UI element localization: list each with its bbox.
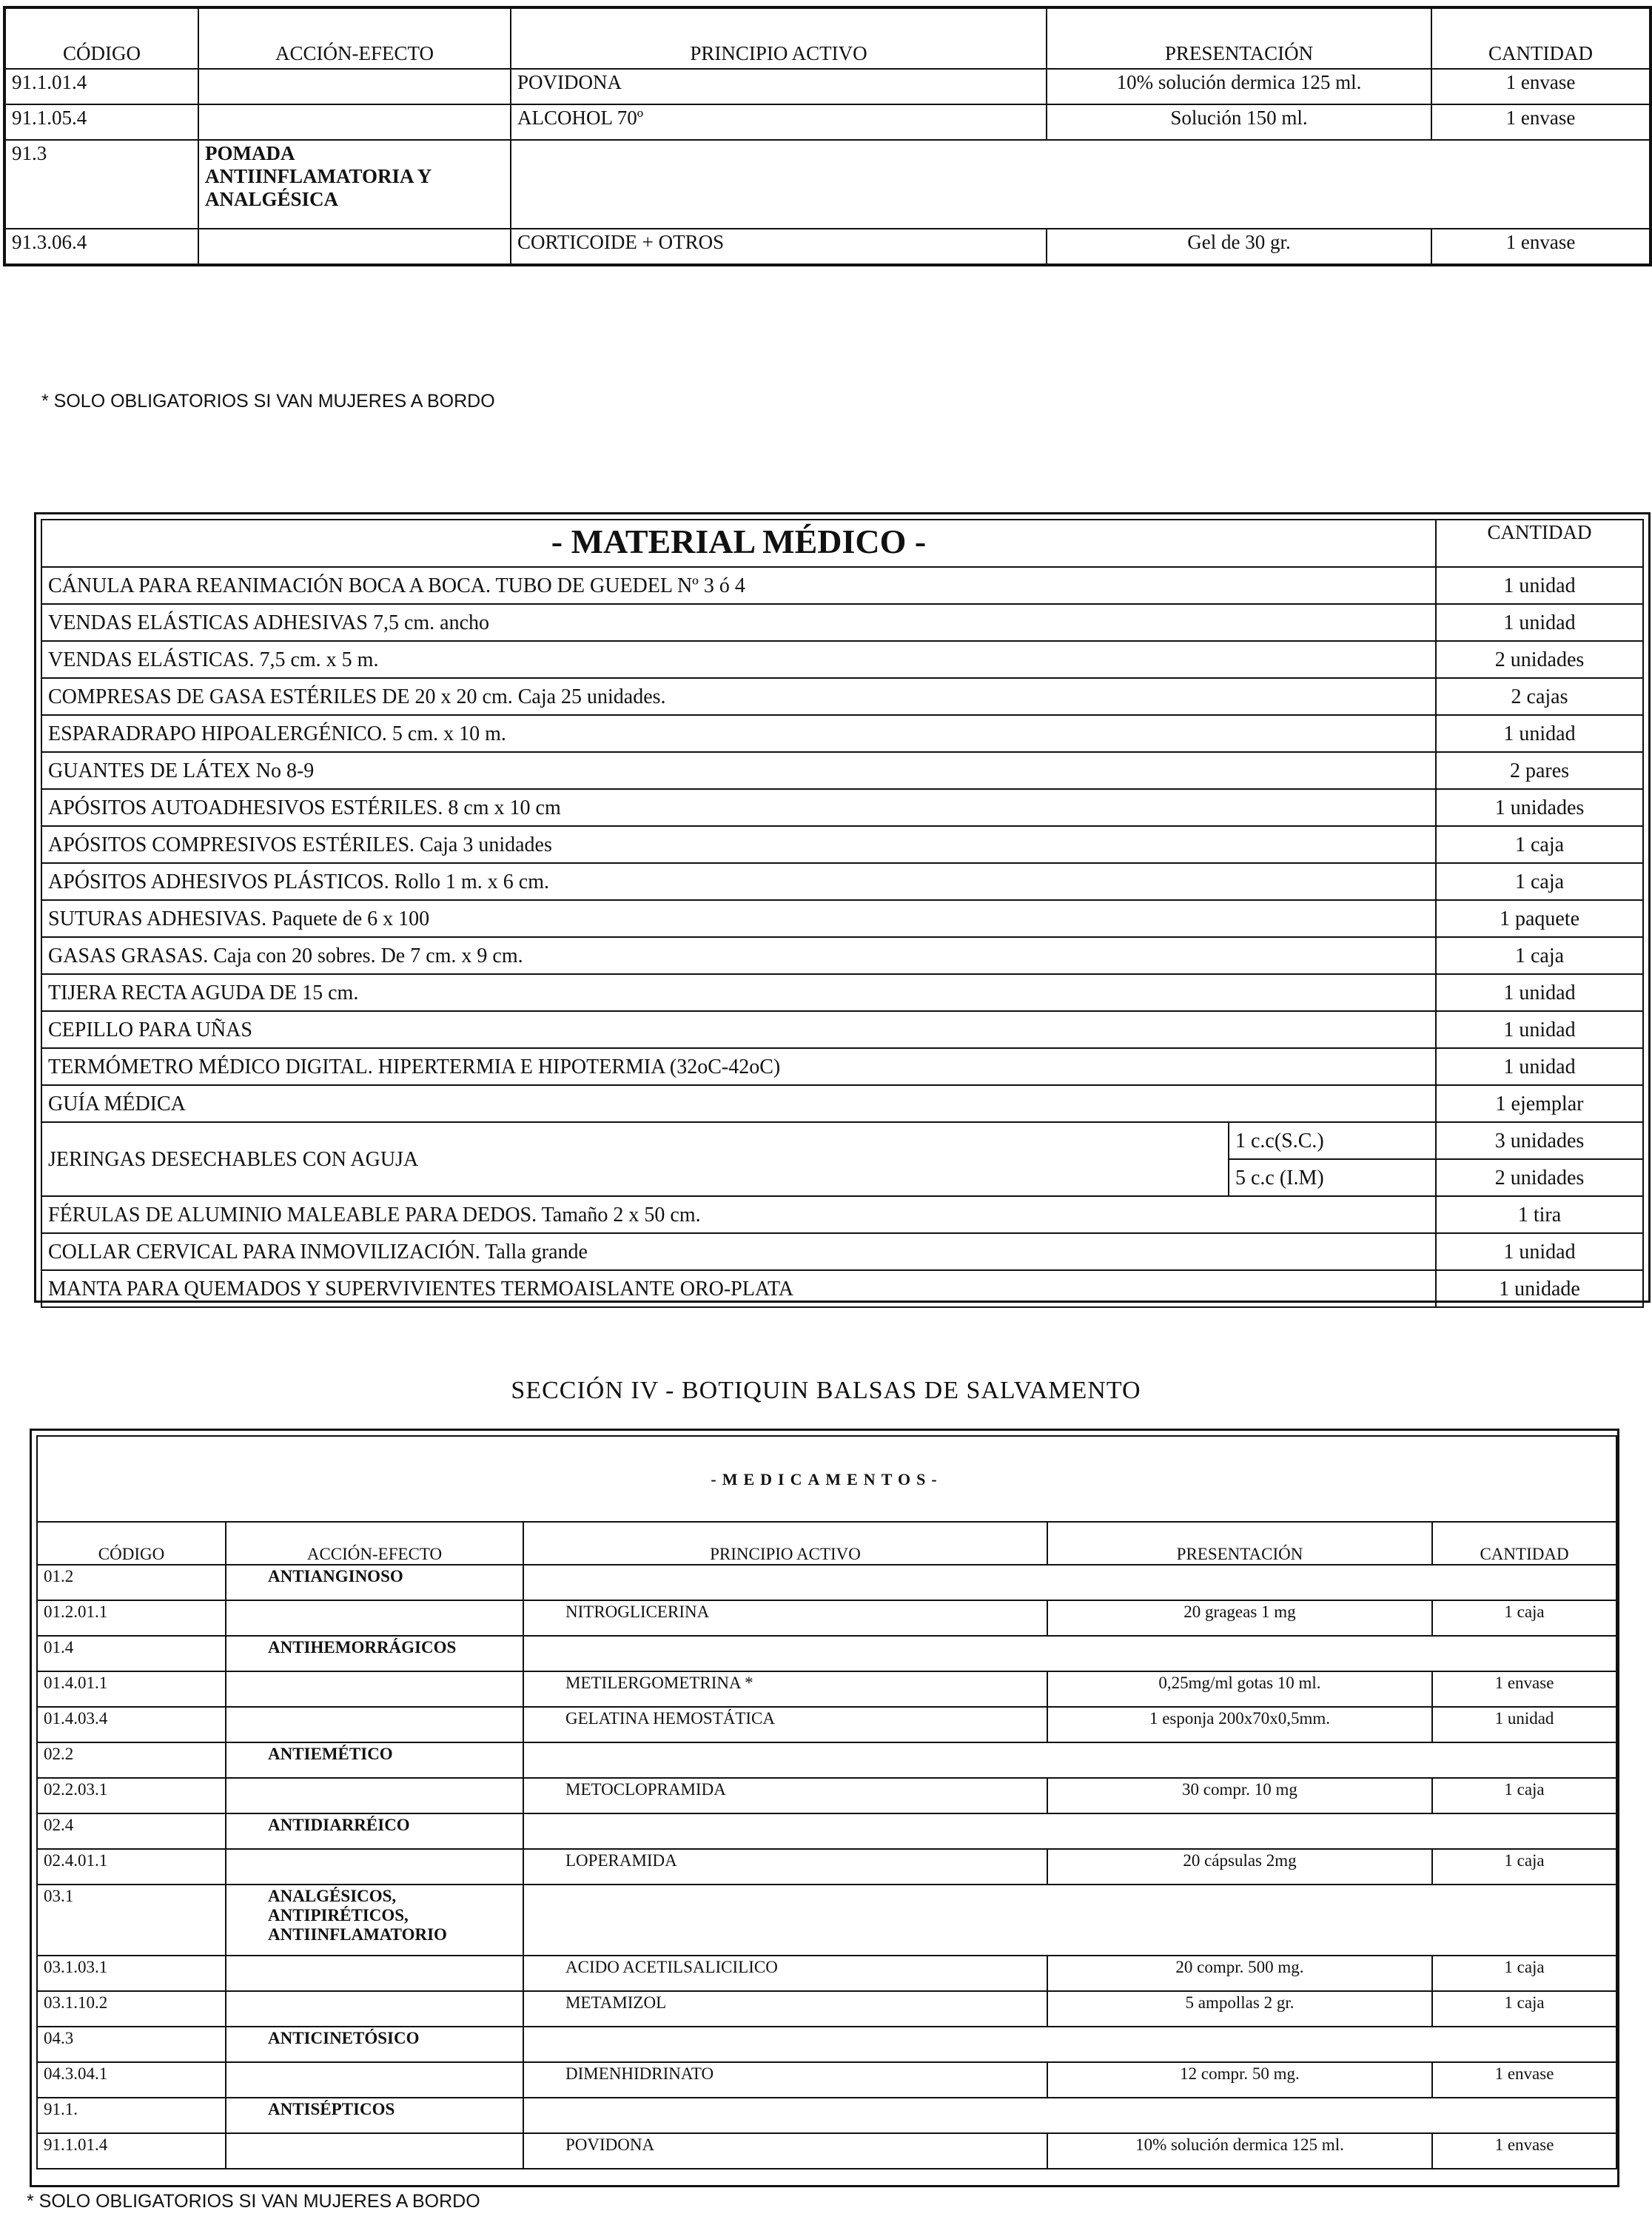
code-cell: 04.3 <box>37 2027 226 2062</box>
footnote-women-onboard: * SOLO OBLIGATORIOS SI VAN MUJERES A BORDO <box>41 391 495 412</box>
material-item-qty: 1 caja <box>1436 937 1643 974</box>
syringe-qty: 3 unidades <box>1436 1122 1643 1159</box>
action-cell <box>226 2133 523 2169</box>
material-row <box>41 752 1643 789</box>
material-item-qty: 1 paquete <box>1436 900 1643 937</box>
table-row <box>37 1885 1616 1956</box>
syringe-name: JERINGAS DESECHABLES CON AGUJA <box>41 1122 1229 1196</box>
table-row <box>4 140 1651 229</box>
active-cell: ACIDO ACETILSALICILICO <box>523 1956 1047 1991</box>
material-row <box>41 863 1643 900</box>
qty-cell: 1 caja <box>1432 1778 1616 1813</box>
code-cell: 02.2 <box>37 1742 226 1778</box>
material-item-qty: 1 unidad <box>1436 1011 1643 1048</box>
material-item-qty: 2 cajas <box>1436 678 1643 715</box>
material-item-qty: 1 unidad <box>1436 567 1643 604</box>
table-row <box>37 1991 1616 2027</box>
presentation-cell: 5 ampollas 2 gr. <box>1047 1991 1432 2027</box>
active-cell: ALCOHOL 70º <box>511 104 1047 140</box>
header-codigo: CÓDIGO <box>37 1522 226 1565</box>
material-item-name: COMPRESAS DE GASA ESTÉRILES DE 20 x 20 cm. Caja 25 unidades. <box>41 678 1436 715</box>
table-row <box>37 1636 1616 1671</box>
table-row <box>37 2027 1616 2062</box>
action-cell: ANTICINETÓSICO <box>226 2027 523 2062</box>
code-cell: 03.1.03.1 <box>37 1956 226 1991</box>
header-cantidad: CANTIDAD <box>1431 7 1651 69</box>
medication-table-top <box>3 6 1652 266</box>
table-header-row <box>4 7 1651 69</box>
code-cell: 91.1.05.4 <box>4 104 198 140</box>
material-row <box>41 1048 1643 1085</box>
material-item-name: MANTA PARA QUEMADOS Y SUPERVIVIENTES TERMOAISLANTE ORO-PLATA <box>41 1270 1436 1307</box>
presentation-cell: 20 compr. 500 mg. <box>1047 1956 1432 1991</box>
action-cell <box>226 1671 523 1707</box>
active-cell: POVIDONA <box>523 2133 1047 2169</box>
material-item-name: APÓSITOS AUTOADHESIVOS ESTÉRILES. 8 cm x 10 cm <box>41 789 1436 826</box>
material-row <box>41 604 1643 641</box>
syringe-size: 5 c.c (I.M) <box>1229 1159 1436 1196</box>
code-cell: 91.3.06.4 <box>4 229 198 265</box>
material-item-name: ESPARADRAPO HIPOALERGÉNICO. 5 cm. x 10 m. <box>41 715 1436 752</box>
action-cell: ANALGÉSICOS, ANTIPIRÉTICOS, ANTIINFLAMATORIO <box>226 1885 523 1956</box>
qty-cell: 1 caja <box>1432 1600 1616 1636</box>
empty-cell <box>523 1565 1616 1600</box>
syringe-qty: 2 unidades <box>1436 1159 1643 1196</box>
material-item-qty: 1 unidad <box>1436 1048 1643 1085</box>
material-item-qty: 2 unidades <box>1436 641 1643 678</box>
action-cell <box>226 1600 523 1636</box>
material-item-name: CÁNULA PARA REANIMACIÓN BOCA A BOCA. TUBO DE GUEDEL Nº 3 ó 4 <box>41 567 1436 604</box>
material-row <box>41 937 1643 974</box>
table-row <box>37 1956 1616 1991</box>
code-cell: 03.1.10.2 <box>37 1991 226 2027</box>
presentation-cell: Gel de 30 gr. <box>1047 229 1431 265</box>
code-cell: 01.4.01.1 <box>37 1671 226 1707</box>
action-cell <box>226 1956 523 1991</box>
code-cell: 04.3.04.1 <box>37 2062 226 2098</box>
qty-cell: 1 envase <box>1431 229 1651 265</box>
active-cell: CORTICOIDE + OTROS <box>511 229 1047 265</box>
header-accion-efecto: ACCIÓN-EFECTO <box>198 7 511 69</box>
action-cell <box>226 1778 523 1813</box>
table-row <box>37 1671 1616 1707</box>
material-item-qty: 1 unidade <box>1436 1270 1643 1307</box>
action-cell <box>226 2062 523 2098</box>
material-item-name: COLLAR CERVICAL PARA INMOVILIZACIÓN. Talla grande <box>41 1233 1436 1270</box>
presentation-cell: 20 grageas 1 mg <box>1047 1600 1432 1636</box>
material-item-name: VENDAS ELÁSTICAS ADHESIVAS 7,5 cm. ancho <box>41 604 1436 641</box>
action-cell: POMADA ANTIINFLAMATORIA Y ANALGÉSICA <box>198 140 511 229</box>
qty-cell: 1 envase <box>1431 104 1651 140</box>
action-cell <box>226 1991 523 2027</box>
table-row <box>37 2133 1616 2169</box>
active-cell: NITROGLICERINA <box>523 1600 1047 1636</box>
empty-cell <box>523 1636 1616 1671</box>
material-item-name: CEPILLO PARA UÑAS <box>41 1011 1436 1048</box>
medicamentos-frame <box>30 1429 1619 2187</box>
table-row <box>37 1742 1616 1778</box>
material-item-name: GASAS GRASAS. Caja con 20 sobres. De 7 cm. x 9 cm. <box>41 937 1436 974</box>
table-row <box>37 1707 1616 1742</box>
action-cell: ANTIHEMORRÁGICOS <box>226 1636 523 1671</box>
material-row <box>41 826 1643 863</box>
qty-cell: 1 caja <box>1432 1849 1616 1885</box>
syringe-size: 1 c.c(S.C.) <box>1229 1122 1436 1159</box>
active-cell: LOPERAMIDA <box>523 1849 1047 1885</box>
medicamentos-title-row <box>37 1436 1616 1522</box>
code-cell: 91.1.01.4 <box>4 69 198 104</box>
qty-cell: 1 envase <box>1432 1671 1616 1707</box>
material-item-name: FÉRULAS DE ALUMINIO MALEABLE PARA DEDOS. Tamaño 2 x 50 cm. <box>41 1196 1436 1233</box>
medicamentos-table <box>36 1435 1617 2169</box>
presentation-cell: 1 esponja 200x70x0,5mm. <box>1047 1707 1432 1742</box>
active-cell: METILERGOMETRINA * <box>523 1671 1047 1707</box>
presentation-cell: 20 cápsulas 2mg <box>1047 1849 1432 1885</box>
material-item-qty: 1 unidades <box>1436 789 1643 826</box>
qty-cell: 1 envase <box>1432 2062 1616 2098</box>
code-cell: 02.2.03.1 <box>37 1778 226 1813</box>
code-cell: 01.4.03.4 <box>37 1707 226 1742</box>
presentation-cell: 30 compr. 10 mg <box>1047 1778 1432 1813</box>
action-cell <box>226 1849 523 1885</box>
table-row <box>4 69 1651 104</box>
material-item-name: GUÍA MÉDICA <box>41 1085 1436 1122</box>
material-item-qty: 1 unidad <box>1436 1233 1643 1270</box>
table-row <box>37 1849 1616 1885</box>
material-item-name: VENDAS ELÁSTICAS. 7,5 cm. x 5 m. <box>41 641 1436 678</box>
table-row <box>4 104 1651 140</box>
table-row <box>37 1813 1616 1849</box>
empty-cell <box>523 1742 1616 1778</box>
presentation-cell: 0,25mg/ml gotas 10 ml. <box>1047 1671 1432 1707</box>
active-cell <box>511 140 1651 229</box>
table-row <box>4 229 1651 265</box>
code-cell: 01.2 <box>37 1565 226 1600</box>
section-iv-title: SECCIÓN IV - BOTIQUIN BALSAS DE SALVAMENTO <box>511 1377 1141 1404</box>
material-item-qty: 1 caja <box>1436 863 1643 900</box>
header-principio-activo: PRINCIPIO ACTIVO <box>511 7 1047 69</box>
material-item-name: SUTURAS ADHESIVAS. Paquete de 6 x 100 <box>41 900 1436 937</box>
material-row <box>41 974 1643 1011</box>
action-cell: ANTISÉPTICOS <box>226 2098 523 2133</box>
table-header-row <box>37 1522 1616 1565</box>
material-row <box>41 567 1643 604</box>
material-item-qty: 1 unidad <box>1436 974 1643 1011</box>
header-cantidad: CANTIDAD <box>1432 1522 1616 1565</box>
material-item-name: TIJERA RECTA AGUDA DE 15 cm. <box>41 974 1436 1011</box>
material-item-qty: 1 caja <box>1436 826 1643 863</box>
header-principio-activo: PRINCIPIO ACTIVO <box>523 1522 1047 1565</box>
empty-cell <box>523 1813 1616 1849</box>
active-cell: GELATINA HEMOSTÁTICA <box>523 1707 1047 1742</box>
material-row <box>41 789 1643 826</box>
header-presentacion: PRESENTACIÓN <box>1047 1522 1432 1565</box>
material-item-name: APÓSITOS ADHESIVOS PLÁSTICOS. Rollo 1 m. x 6 cm. <box>41 863 1436 900</box>
table-row <box>37 2062 1616 2098</box>
material-row <box>41 1196 1643 1233</box>
header-codigo: CÓDIGO <box>4 7 198 69</box>
active-cell: METAMIZOL <box>523 1991 1047 2027</box>
table-row <box>37 2098 1616 2133</box>
action-cell <box>226 1707 523 1742</box>
material-row <box>41 678 1643 715</box>
action-cell: ANTIDIARRÉICO <box>226 1813 523 1849</box>
code-cell: 01.2.01.1 <box>37 1600 226 1636</box>
material-item-name: APÓSITOS COMPRESIVOS ESTÉRILES. Caja 3 unidades <box>41 826 1436 863</box>
material-title: - MATERIAL MÉDICO - <box>41 520 1436 567</box>
material-row <box>41 1122 1643 1159</box>
qty-cell: 1 caja <box>1432 1991 1616 2027</box>
material-row <box>41 900 1643 937</box>
presentation-cell: 12 compr. 50 mg. <box>1047 2062 1432 2098</box>
header-cantidad: CANTIDAD <box>1436 520 1643 567</box>
code-cell: 91.1.01.4 <box>37 2133 226 2169</box>
material-row <box>41 1011 1643 1048</box>
medicamentos-title: -MEDICAMENTOS- <box>37 1436 1616 1522</box>
code-cell: 01.4 <box>37 1636 226 1671</box>
material-row <box>41 1270 1643 1307</box>
active-cell: METOCLOPRAMIDA <box>523 1778 1047 1813</box>
material-item-qty: 1 unidad <box>1436 604 1643 641</box>
empty-cell <box>523 1885 1616 1956</box>
material-row <box>41 1085 1643 1122</box>
material-row <box>41 715 1643 752</box>
table-row <box>37 1778 1616 1813</box>
material-row <box>41 641 1643 678</box>
material-title-row <box>41 520 1643 567</box>
code-cell: 91.1. <box>37 2098 226 2133</box>
qty-cell: 1 envase <box>1432 2133 1616 2169</box>
material-item-name: GUANTES DE LÁTEX No 8-9 <box>41 752 1436 789</box>
active-cell: POVIDONA <box>511 69 1047 104</box>
code-cell: 02.4 <box>37 1813 226 1849</box>
action-cell: ANTIEMÉTICO <box>226 1742 523 1778</box>
presentation-cell: 10% solución dermica 125 ml. <box>1047 69 1431 104</box>
qty-cell: 1 envase <box>1431 69 1651 104</box>
material-medico-frame <box>34 512 1651 1303</box>
table-row <box>37 1565 1616 1600</box>
empty-cell <box>523 2098 1616 2133</box>
action-cell: ANTIANGINOSO <box>226 1565 523 1600</box>
footnote-women-onboard-2: * SOLO OBLIGATORIOS SI VAN MUJERES A BORDO <box>27 2191 480 2212</box>
material-row <box>41 1233 1643 1270</box>
active-cell: DIMENHIDRINATO <box>523 2062 1047 2098</box>
action-cell <box>198 104 511 140</box>
action-cell <box>198 229 511 265</box>
material-item-qty: 1 unidad <box>1436 715 1643 752</box>
action-cell <box>198 69 511 104</box>
empty-cell <box>523 2027 1616 2062</box>
header-accion-efecto: ACCIÓN-EFECTO <box>226 1522 523 1565</box>
material-item-qty: 1 tira <box>1436 1196 1643 1233</box>
code-cell: 03.1 <box>37 1885 226 1956</box>
material-item-qty: 1 ejemplar <box>1436 1085 1643 1122</box>
qty-cell: 1 unidad <box>1432 1707 1616 1742</box>
material-item-name: TERMÓMETRO MÉDICO DIGITAL. HIPERTERMIA E HIPOTERMIA (32oC-42oC) <box>41 1048 1436 1085</box>
material-medico-table <box>41 519 1644 1308</box>
presentation-cell: Solución 150 ml. <box>1047 104 1431 140</box>
table-row <box>37 1600 1616 1636</box>
qty-cell: 1 caja <box>1432 1956 1616 1991</box>
code-cell: 91.3 <box>4 140 198 229</box>
material-item-qty: 2 pares <box>1436 752 1643 789</box>
presentation-cell: 10% solución dermica 125 ml. <box>1047 2133 1432 2169</box>
code-cell: 02.4.01.1 <box>37 1849 226 1885</box>
header-presentacion: PRESENTACIÓN <box>1047 7 1431 69</box>
